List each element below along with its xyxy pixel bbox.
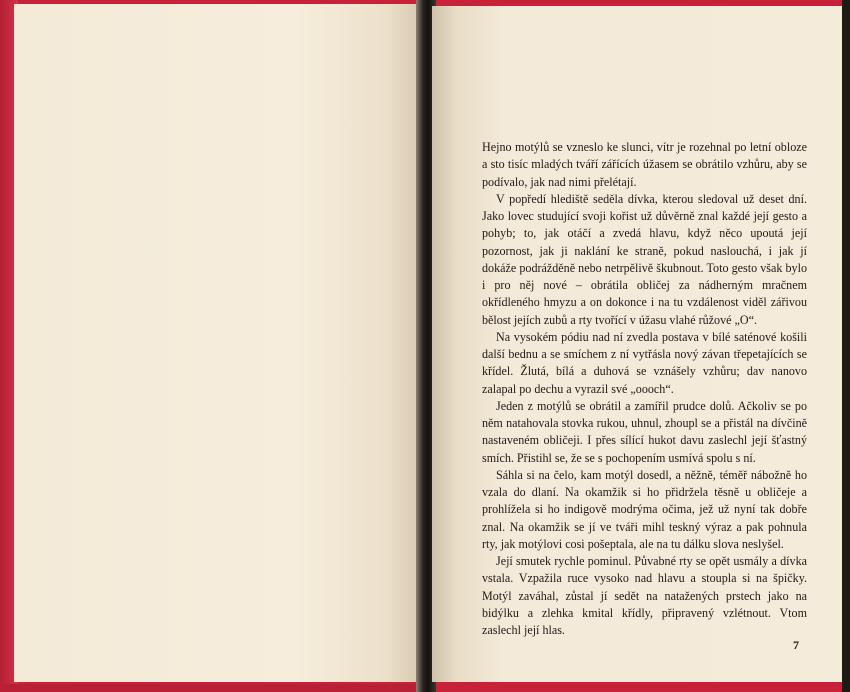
body-text (482, 139, 807, 639)
paragraph: Jeden z motýlů se obrátil a zamířil prudce dolů. Ačkoliv se po něm natahovala stovka rukou, uhnul, zhoupl se a přistál na dívčině nastaveném obličeji. I přes sílící hukot davu zaslechl její šťastný smích. Přistihl se, že se s pochopením usmívá spolu s ní. (482, 398, 807, 465)
paragraph: Na vysokém pódiu nad ní zvedla postava v bílé saténové košili další bednu a se smíchem z ní vytřásla nový závan třepetajících se křídel. Žlutá, bílá a duhová se vznášely vzhůru; dav nanovo zalapal po dechu a vyrazil své „oooch“. (482, 329, 807, 396)
paragraph: Její smutek rychle pominul. Půvabné rty se opět usmály a dívka vstala. Vzpažila ruce vysoko nad hlavu a stoupla si na špičky. Motýl zaváhal, zůstal jí sedět na natažených prstech jako na bidýlku a zlehka kmital křídly, připravený vzlétnout. Vtom zaslechl její hlas. (482, 554, 807, 637)
paragraph: Hejno motýlů se vzneslo ke slunci, vítr je rozehnal po letní obloze a sto tisíc mladých tváří zářících úžasem se obrátilo vzhůru, aby se podívalo, jak nad nimi přelétají. (482, 140, 807, 189)
paragraph: Sáhla si na čelo, kam motýl dosedl, a něžně, téměř nábožně ho vzala do dlaní. Na okamžik si ho přidržela těsně u obličeje a prohlížela si ho indigově modrýma očima, jež už nyní tak dobře znal. Na okamžik se jí ve tváři mihl teskný výraz a pak pohnula rty, jak motýlovi cosi pošeptala, ale na tu dálku slova neslyšel. (482, 467, 807, 551)
left-page-blank (14, 4, 418, 682)
red-cover-bottom (0, 684, 430, 692)
paragraph: V popředí hlediště seděla dívka, kterou sledoval už deset dní. Jako lovec studující svoji kořist už důvěrně znal každé její gesto a pohyb; to, jak otáčí a zvedá hlavu, když něco upoutá její pozornost, jak ji naklání ke straně, pokud naslouchá, i jak jí dokáže podrážděně nebo netrpělivě škubnout. Toto gesto však bylo i pro něj nové – obrátila obličej za nádherným mračnem okřídleného hmyzu a on dokonce i na tu vzdálenost viděl zářivou bělost jejích zubů a rty tvořící v úžasu vlahé růžové „O“. (482, 191, 807, 327)
page-number: 7 (793, 638, 799, 652)
background-edge (842, 0, 850, 692)
